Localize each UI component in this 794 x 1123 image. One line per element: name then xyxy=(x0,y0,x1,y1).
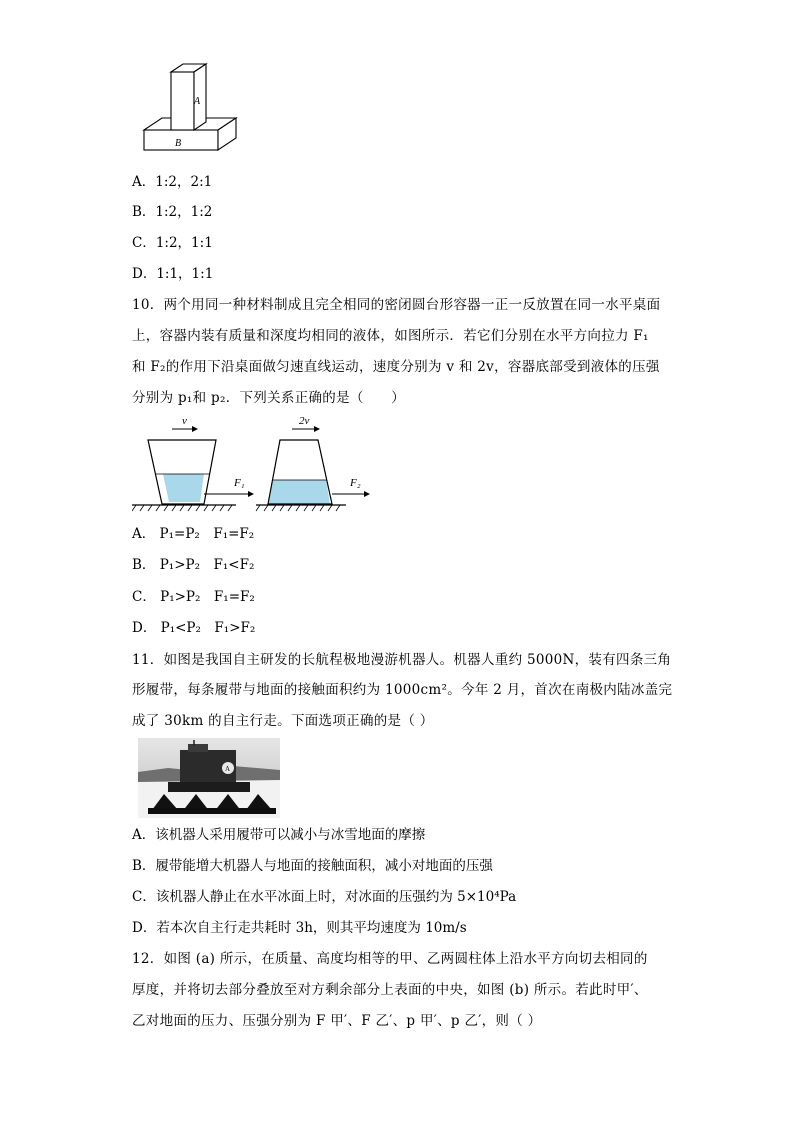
q11-option-c[interactable]: C．该机器人静止在水平冰面上时，对冰面的压强约为 5×10⁴Pa xyxy=(132,889,517,905)
q10-option-d[interactable]: D． P₁<P₂ F₁>F₂ xyxy=(132,620,256,636)
q9-label-b: B xyxy=(175,138,182,149)
q12-stem-line-2: 厚度，并将切去部分叠放至对方剩余部分上表面的中央，如图 (b) 所示。若此时甲′、 xyxy=(132,982,648,998)
q10-option-c[interactable]: C． P₁>P₂ F₁=F₂ xyxy=(132,589,255,605)
velocity-2v-label: 2v xyxy=(299,415,310,427)
velocity-v-label: v xyxy=(182,415,187,427)
q10-stem-line-2: 上，容器内装有质量和深度均相同的液体，如图所示．若它们分别在水平方向拉力 F₁ xyxy=(132,328,649,344)
q9-label-a: A xyxy=(194,96,201,107)
q9-option-c[interactable]: C．1:2，1:1 xyxy=(132,235,213,251)
q10-figure-containers xyxy=(132,412,372,520)
q9-option-d[interactable]: D．1:1，1:1 xyxy=(132,266,214,282)
q9-option-a[interactable]: A．1:2，2:1 xyxy=(132,174,213,190)
q11-robot-photo xyxy=(138,738,280,818)
q12-stem-line-1: 12．如图 (a) 所示，在质量、高度均相等的甲、乙两圆柱体上沿水平方向切去相同的 xyxy=(132,951,648,967)
container-1 xyxy=(132,415,254,511)
container-2 xyxy=(256,415,370,511)
q10-option-b[interactable]: B． P₁>P₂ F₁<F₂ xyxy=(132,557,255,573)
q10-stem-line-4: 分别为 p₁和 p₂．下列关系正确的是（ ） xyxy=(132,390,406,406)
force-f1-label: F₁ xyxy=(234,477,245,489)
q10-stem-line-1: 10．两个用同一种材料制成且完全相同的密闭圆台形容器一正一反放置在同一水平桌面 xyxy=(132,297,661,313)
q11-option-d[interactable]: D．若本次自主行走共耗时 3h，则其平均速度为 10m/s xyxy=(132,920,467,936)
q10-option-a[interactable]: A． P₁=P₂ F₁=F₂ xyxy=(132,526,255,542)
q10-stem-line-3: 和 F₂的作用下沿桌面做匀速直线运动，速度分别为 v 和 2v，容器底部受到液体的压强 xyxy=(132,359,660,375)
q9-figure-blocks xyxy=(138,60,242,152)
q11-option-a[interactable]: A．该机器人采用履带可以减小与冰雪地面的摩擦 xyxy=(132,827,426,843)
q11-option-b[interactable]: B．履带能增大机器人与地面的接触面积，减小对地面的压强 xyxy=(132,858,493,874)
q9-option-b[interactable]: B．1:2，1:2 xyxy=(132,204,213,220)
force-f2-label: F₂ xyxy=(350,477,361,489)
q11-stem-line-3: 成了 30km 的自主行走。下面选项正确的是（ ） xyxy=(132,713,434,729)
q12-stem-line-3: 乙对地面的压力、压强分别为 F 甲′、F 乙′、p 甲′、p 乙′，则（ ） xyxy=(132,1013,542,1029)
q11-stem-line-1: 11．如图是我国自主研发的长航程极地漫游机器人。机器人重约 5000N，装有四条三角 xyxy=(132,652,672,668)
svg-text:A: A xyxy=(225,765,231,773)
q11-stem-line-2: 形履带，每条履带与地面的接触面积约为 1000cm²。今年 2 月，首次在南极内陆冰盖完 xyxy=(132,682,673,698)
